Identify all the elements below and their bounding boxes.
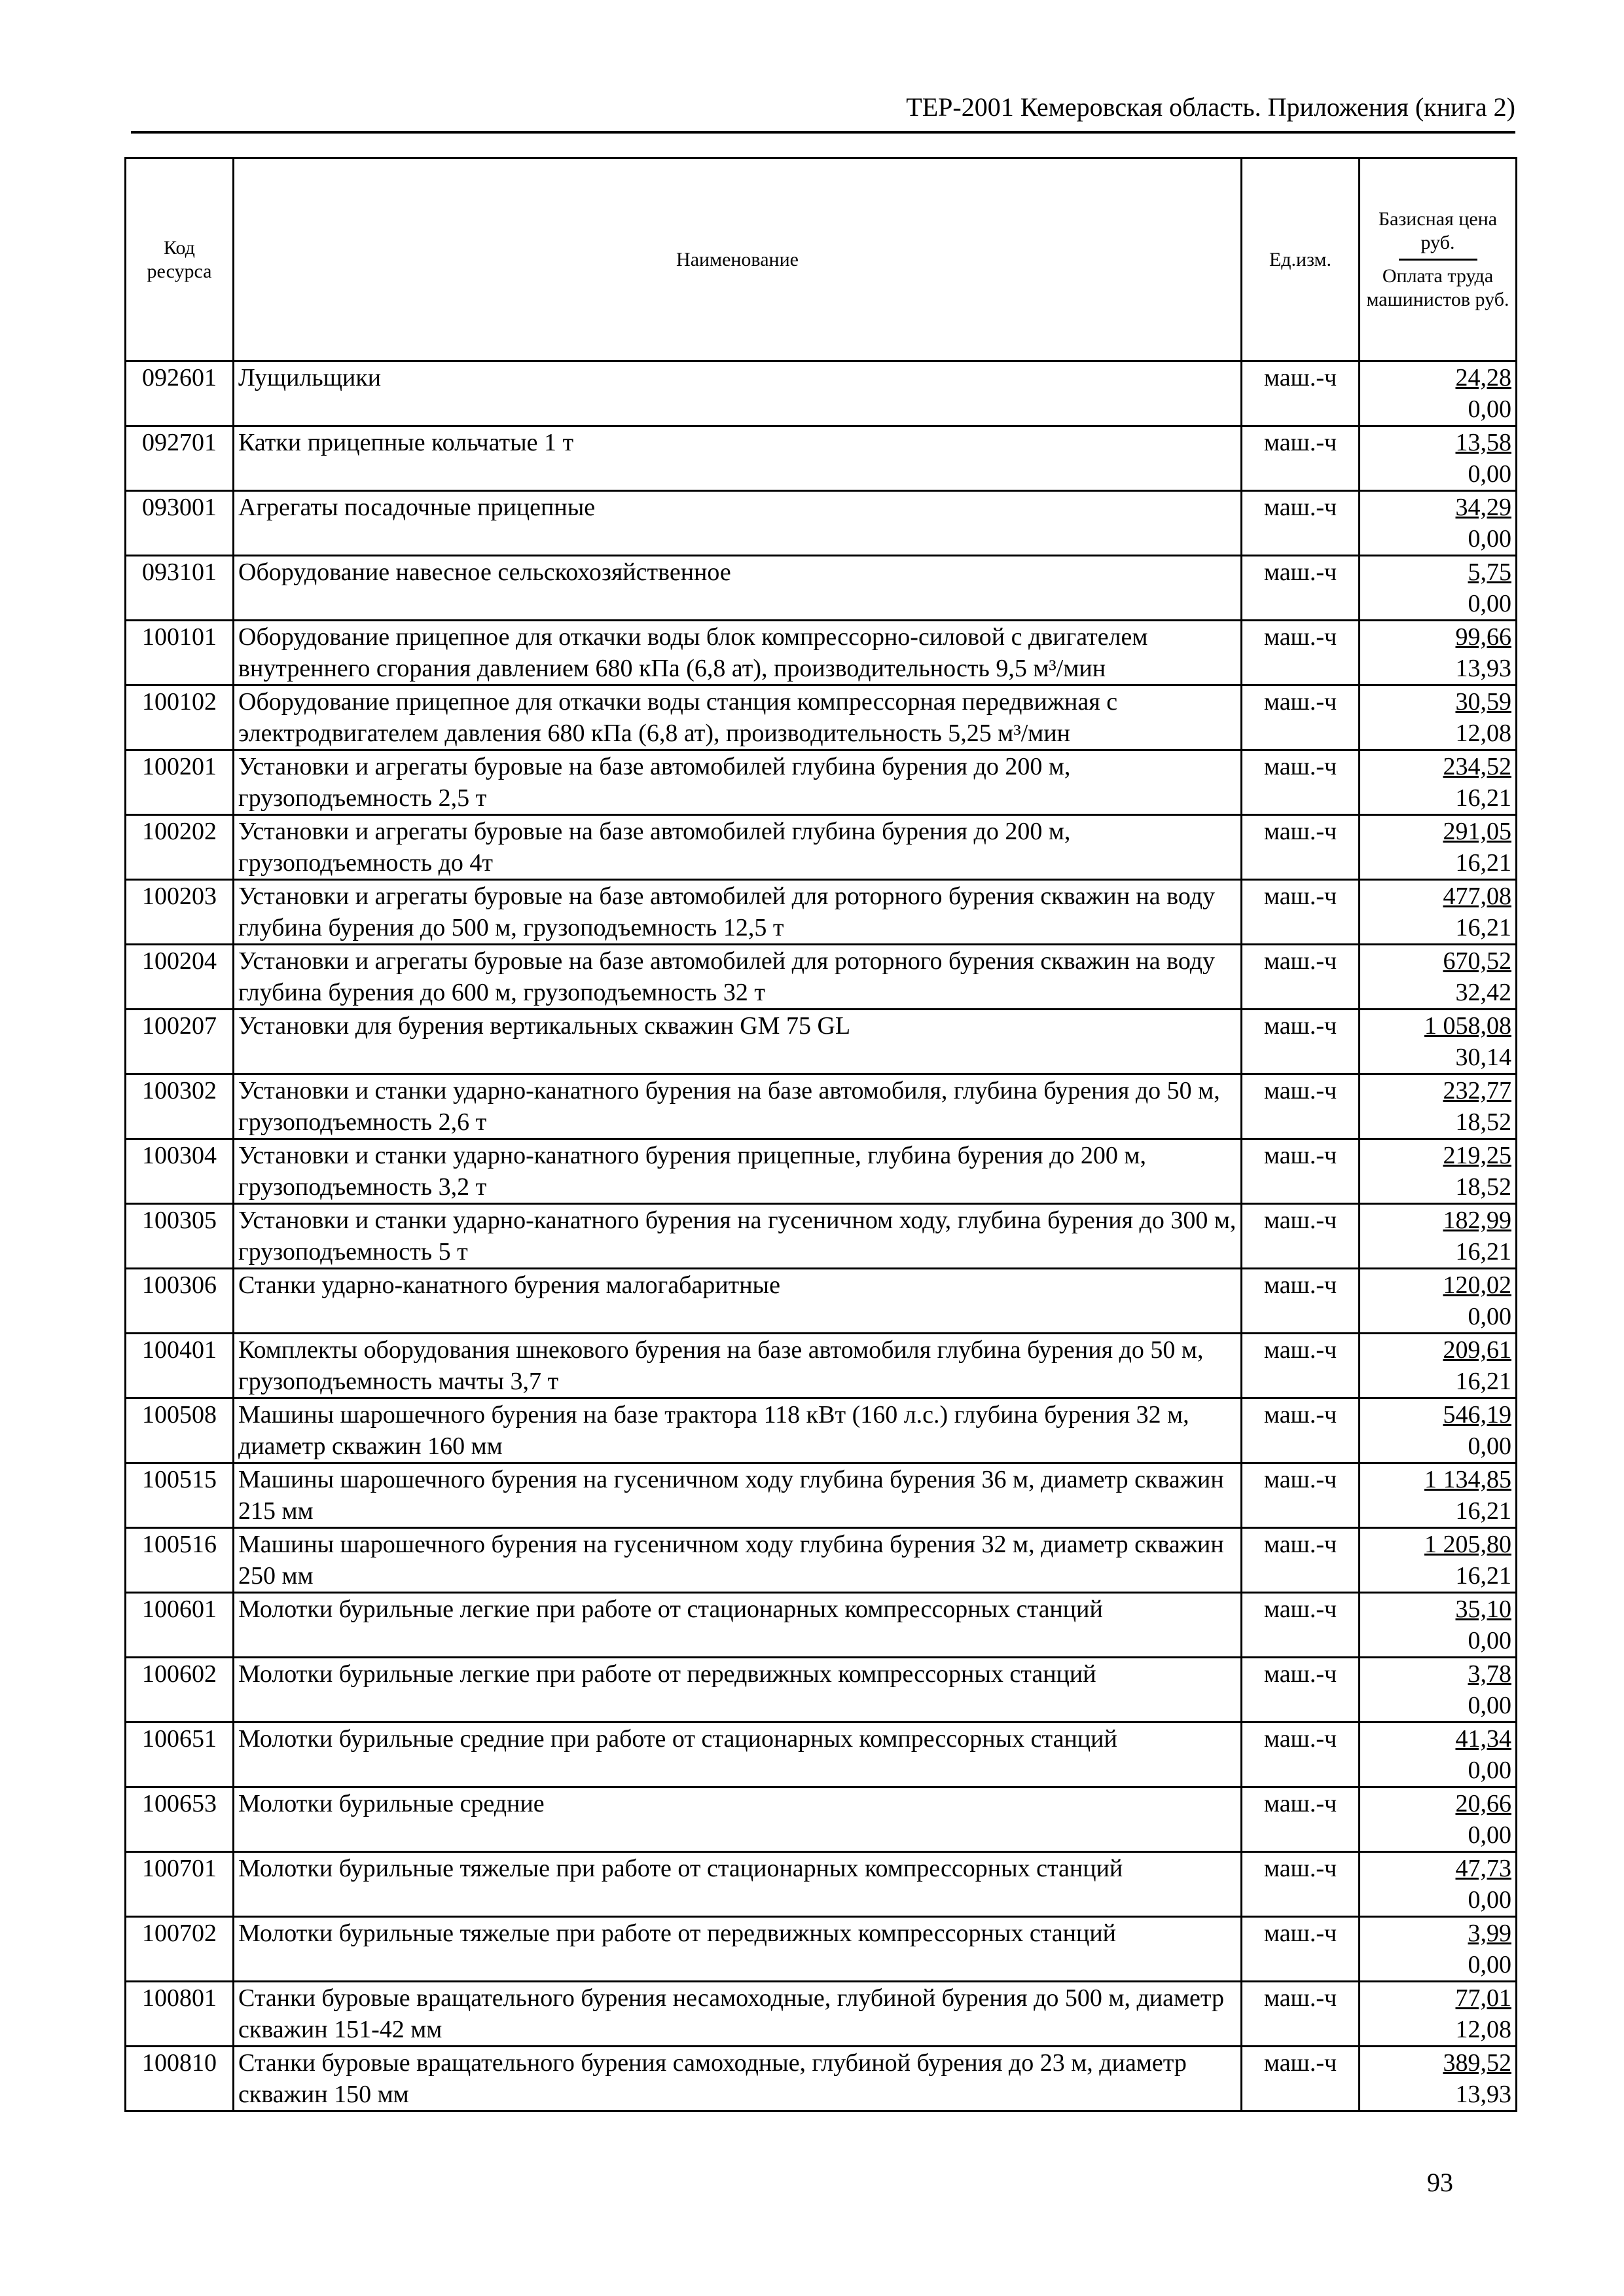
resource-name: Молотки бурильные легкие при работе от передвижных компрессорных станций: [234, 1658, 1242, 1722]
resource-code: 100401: [126, 1334, 234, 1398]
resource-name: Установки и станки ударно-канатного бурения прицепные, глубина бурения до 200 м, грузоподъемность 3,2 т: [234, 1139, 1242, 1204]
price-cell: [1360, 1398, 1517, 1463]
resource-code: 100203: [126, 880, 234, 945]
resource-code: 100304: [126, 1139, 234, 1204]
resource-code: 093101: [126, 556, 234, 621]
table-row: [126, 1074, 1517, 1139]
unit-of-measure: маш.-ч: [1242, 1398, 1360, 1463]
resource-code: 092601: [126, 361, 234, 426]
price-cell: [1360, 1852, 1517, 1917]
resource-code: 100515: [126, 1463, 234, 1528]
page-number: 93: [1427, 2168, 1453, 2197]
resource-code: 092701: [126, 426, 234, 491]
operator-labor-cost: 12,08: [1455, 720, 1511, 747]
unit-of-measure: маш.-ч: [1242, 1074, 1360, 1139]
price-cell: [1360, 556, 1517, 621]
resource-name: Установки для бурения вертикальных скважин GM 75 GL: [234, 1010, 1242, 1074]
operator-labor-cost: 0,00: [1468, 1757, 1511, 1784]
operator-labor-cost: 16,21: [1455, 1562, 1511, 1590]
price-cell: [1360, 426, 1517, 491]
resource-name: Молотки бурильные тяжелые при работе от стационарных компрессорных станций: [234, 1852, 1242, 1917]
price-cell: [1360, 1658, 1517, 1722]
unit-of-measure: маш.-ч: [1242, 685, 1360, 750]
operator-labor-cost: 30,14: [1455, 1044, 1511, 1071]
resource-code: 100207: [126, 1010, 234, 1074]
base-price: 34,29: [1455, 494, 1511, 521]
base-price: 35,10: [1455, 1595, 1511, 1623]
unit-of-measure: маш.-ч: [1242, 1204, 1360, 1269]
resource-code: 100102: [126, 685, 234, 750]
base-price: 1 205,80: [1424, 1531, 1511, 1558]
resource-name: Оборудование навесное сельскохозяйственное: [234, 556, 1242, 621]
base-price: 120,02: [1443, 1271, 1511, 1299]
unit-of-measure: маш.-ч: [1242, 1334, 1360, 1398]
unit-of-measure: маш.-ч: [1242, 1528, 1360, 1593]
price-cell: [1360, 1593, 1517, 1658]
resource-name: Катки прицепные кольчатые 1 т: [234, 426, 1242, 491]
resource-name: Станки буровые вращательного бурения самоходные, глубиной бурения до 23 м, диаметр скважин 150 мм: [234, 2047, 1242, 2111]
operator-labor-cost: 0,00: [1468, 1951, 1511, 1978]
operator-labor-cost: 0,00: [1468, 460, 1511, 488]
table-row: [126, 1852, 1517, 1917]
base-price: 670,52: [1443, 947, 1511, 975]
price-cell: [1360, 491, 1517, 556]
unit-of-measure: маш.-ч: [1242, 1010, 1360, 1074]
base-price: 291,05: [1443, 818, 1511, 845]
unit-of-measure: маш.-ч: [1242, 1787, 1360, 1852]
base-price: 20,66: [1455, 1790, 1511, 1817]
unit-of-measure: маш.-ч: [1242, 1722, 1360, 1787]
unit-of-measure: маш.-ч: [1242, 1139, 1360, 1204]
unit-of-measure: маш.-ч: [1242, 1269, 1360, 1334]
table-row: [126, 815, 1517, 880]
resource-name: Станки буровые вращательного бурения несамоходные, глубиной бурения до 500 м, диаметр скважин 151-42 мм: [234, 1982, 1242, 2047]
page-header: ТЕР-2001 Кемеровская область. Приложения (книга 2): [906, 92, 1515, 122]
operator-labor-cost: 16,21: [1455, 914, 1511, 941]
base-price: 477,08: [1443, 883, 1511, 910]
resource-name: Установки и станки ударно-канатного бурения на гусеничном ходу, глубина бурения до 300 м, грузоподъемность 5 т: [234, 1204, 1242, 1269]
resource-name: Установки и агрегаты буровые на базе автомобилей для роторного бурения скважин на воду глубина бурения до 600 м, грузоподъемность 32 т: [234, 945, 1242, 1010]
table-row: [126, 1787, 1517, 1852]
table-header-row: [126, 158, 1517, 361]
resource-name: Машины шарошечного бурения на гусеничном ходу глубина бурения 32 м, диаметр скважин 250 мм: [234, 1528, 1242, 1593]
table-row: [126, 1982, 1517, 2047]
base-price: 546,19: [1443, 1401, 1511, 1429]
table-row: [126, 1722, 1517, 1787]
base-price: 182,99: [1443, 1207, 1511, 1234]
base-price: 1 058,08: [1424, 1012, 1511, 1040]
resource-name: Комплекты оборудования шнекового бурения на базе автомобиля глубина бурения до 50 м, грузоподъемность мачты 3,7 т: [234, 1334, 1242, 1398]
operator-labor-cost: 0,00: [1468, 1886, 1511, 1914]
operator-labor-cost: 13,93: [1455, 2081, 1511, 2108]
column-header-name: Наименование: [234, 158, 1242, 361]
base-price: 47,73: [1455, 1855, 1511, 1882]
resource-name: Установки и агрегаты буровые на базе автомобилей для роторного бурения скважин на воду глубина бурения до 500 м, грузоподъемность 12,5 т: [234, 880, 1242, 945]
base-price: 234,52: [1443, 753, 1511, 780]
unit-of-measure: маш.-ч: [1242, 1852, 1360, 1917]
header-rule: [131, 131, 1515, 134]
resource-table: [124, 157, 1517, 2112]
operator-labor-cost: 0,00: [1468, 1692, 1511, 1719]
table-row: [126, 621, 1517, 685]
operator-labor-cost: 16,21: [1455, 1368, 1511, 1395]
operator-labor-cost: 12,08: [1455, 2016, 1511, 2043]
resource-code: 100101: [126, 621, 234, 685]
price-cell: [1360, 750, 1517, 815]
unit-of-measure: маш.-ч: [1242, 621, 1360, 685]
resource-code: 100801: [126, 1982, 234, 2047]
price-cell: [1360, 1139, 1517, 1204]
resource-name: Агрегаты посадочные прицепные: [234, 491, 1242, 556]
operator-labor-cost: 0,00: [1468, 1627, 1511, 1654]
unit-of-measure: маш.-ч: [1242, 750, 1360, 815]
unit-of-measure: маш.-ч: [1242, 491, 1360, 556]
resource-code: 100810: [126, 2047, 234, 2111]
operator-labor-cost: 18,52: [1455, 1173, 1511, 1201]
resource-name: Молотки бурильные средние при работе от стационарных компрессорных станций: [234, 1722, 1242, 1787]
base-price: 41,34: [1455, 1725, 1511, 1753]
resource-code: 100302: [126, 1074, 234, 1139]
resource-code: 100653: [126, 1787, 234, 1852]
resource-code: 100305: [126, 1204, 234, 1269]
price-cell: [1360, 685, 1517, 750]
unit-of-measure: маш.-ч: [1242, 556, 1360, 621]
price-cell: [1360, 621, 1517, 685]
base-price: 13,58: [1455, 429, 1511, 456]
operator-labor-cost: 16,21: [1455, 1497, 1511, 1525]
base-price: 77,01: [1455, 1984, 1511, 2012]
operator-labor-cost: 13,93: [1455, 655, 1511, 682]
base-price: 99,66: [1455, 623, 1511, 651]
resource-code: 100602: [126, 1658, 234, 1722]
base-price: 1 134,85: [1424, 1466, 1511, 1493]
table-row: [126, 945, 1517, 1010]
price-cell: [1360, 1269, 1517, 1334]
resource-code: 100204: [126, 945, 234, 1010]
table-row: [126, 1139, 1517, 1204]
price-cell: [1360, 1528, 1517, 1593]
operator-labor-cost: 18,52: [1455, 1108, 1511, 1136]
table-row: [126, 1917, 1517, 1982]
table-row: [126, 361, 1517, 426]
unit-of-measure: маш.-ч: [1242, 1658, 1360, 1722]
unit-of-measure: маш.-ч: [1242, 1982, 1360, 2047]
table-row: [126, 2047, 1517, 2111]
resource-code: 100201: [126, 750, 234, 815]
resource-code: 100306: [126, 1269, 234, 1334]
base-price: 3,78: [1468, 1660, 1511, 1688]
resource-name: Установки и агрегаты буровые на базе автомобилей глубина бурения до 200 м, грузоподъемность 2,5 т: [234, 750, 1242, 815]
table-row: [126, 1010, 1517, 1074]
table-row: [126, 1269, 1517, 1334]
resource-name: Станки ударно-канатного бурения малогабаритные: [234, 1269, 1242, 1334]
operator-labor-cost: 0,00: [1468, 1821, 1511, 1849]
operator-labor-cost: 0,00: [1468, 395, 1511, 423]
table-row: [126, 426, 1517, 491]
table-row: [126, 685, 1517, 750]
operator-labor-cost: 0,00: [1468, 1303, 1511, 1330]
operator-labor-cost: 16,21: [1455, 784, 1511, 812]
base-price: 3,99: [1468, 1920, 1511, 1947]
price-cell: [1360, 2047, 1517, 2111]
table-row: [126, 491, 1517, 556]
table-row: [126, 880, 1517, 945]
price-cell: [1360, 880, 1517, 945]
price-cell: [1360, 1463, 1517, 1528]
unit-of-measure: маш.-ч: [1242, 2047, 1360, 2111]
base-price: 24,28: [1455, 364, 1511, 392]
price-cell: [1360, 361, 1517, 426]
column-header-price-top: Базисная цена руб.: [1378, 208, 1498, 253]
price-cell: [1360, 1722, 1517, 1787]
operator-labor-cost: 16,21: [1455, 849, 1511, 877]
column-header-unit: Ед.изм.: [1242, 158, 1360, 361]
price-cell: [1360, 1010, 1517, 1074]
resource-name: Молотки бурильные легкие при работе от стационарных компрессорных станций: [234, 1593, 1242, 1658]
price-cell: [1360, 1917, 1517, 1982]
table-row: [126, 1463, 1517, 1528]
unit-of-measure: маш.-ч: [1242, 945, 1360, 1010]
base-price: 30,59: [1455, 688, 1511, 716]
column-header-code: Код ресурса: [126, 158, 234, 361]
table-row: [126, 1398, 1517, 1463]
table-row: [126, 1658, 1517, 1722]
price-cell: [1360, 1982, 1517, 2047]
base-price: 5,75: [1468, 558, 1511, 586]
unit-of-measure: маш.-ч: [1242, 815, 1360, 880]
resource-code: 100508: [126, 1398, 234, 1463]
price-cell: [1360, 1334, 1517, 1398]
unit-of-measure: маш.-ч: [1242, 1917, 1360, 1982]
resource-name: Установки и станки ударно-канатного бурения на базе автомобиля, глубина бурения до 50 м, грузоподъемность 2,6 т: [234, 1074, 1242, 1139]
unit-of-measure: маш.-ч: [1242, 426, 1360, 491]
resource-code: 100651: [126, 1722, 234, 1787]
table-row: [126, 1593, 1517, 1658]
resource-name: Оборудование прицепное для откачки воды блок компрессорно-силовой с двигателем внутреннего сгорания давлением 680 кПа (6,8 ат), производительность 9,5 м³/мин: [234, 621, 1242, 685]
base-price: 232,77: [1443, 1077, 1511, 1104]
resource-name: Машины шарошечного бурения на гусеничном ходу глубина бурения 36 м, диаметр скважин 215 мм: [234, 1463, 1242, 1528]
price-cell: [1360, 1204, 1517, 1269]
operator-labor-cost: 16,21: [1455, 1238, 1511, 1266]
operator-labor-cost: 0,00: [1468, 590, 1511, 617]
resource-name: Лущильщики: [234, 361, 1242, 426]
resource-code: 100702: [126, 1917, 234, 1982]
unit-of-measure: маш.-ч: [1242, 1593, 1360, 1658]
resource-name: Машины шарошечного бурения на базе трактора 118 кВт (160 л.с.) глубина бурения 32 м, диаметр скважин 160 мм: [234, 1398, 1242, 1463]
resource-code: 100701: [126, 1852, 234, 1917]
table-row: [126, 750, 1517, 815]
column-header-divider: [1399, 259, 1477, 261]
operator-labor-cost: 32,42: [1455, 979, 1511, 1006]
base-price: 389,52: [1443, 2049, 1511, 2077]
table-body: [126, 361, 1517, 2111]
resource-name: Оборудование прицепное для откачки воды станция компрессорная передвижная с электродвигателем давления 680 кПа (6,8 ат), производительность 5,25 м³/мин: [234, 685, 1242, 750]
base-price: 209,61: [1443, 1336, 1511, 1364]
resource-code: 100516: [126, 1528, 234, 1593]
unit-of-measure: маш.-ч: [1242, 361, 1360, 426]
table-row: [126, 556, 1517, 621]
price-cell: [1360, 815, 1517, 880]
unit-of-measure: маш.-ч: [1242, 1463, 1360, 1528]
resource-code: 100601: [126, 1593, 234, 1658]
column-header-price: [1360, 158, 1517, 361]
operator-labor-cost: 0,00: [1468, 1432, 1511, 1460]
column-header-price-bottom: Оплата труда машинистов руб.: [1366, 265, 1509, 310]
table-row: [126, 1334, 1517, 1398]
operator-labor-cost: 0,00: [1468, 525, 1511, 553]
resource-name: Молотки бурильные тяжелые при работе от передвижных компрессорных станций: [234, 1917, 1242, 1982]
price-cell: [1360, 1074, 1517, 1139]
table-row: [126, 1528, 1517, 1593]
price-cell: [1360, 1787, 1517, 1852]
resource-code: 093001: [126, 491, 234, 556]
resource-name: Молотки бурильные средние: [234, 1787, 1242, 1852]
price-cell: [1360, 945, 1517, 1010]
base-price: 219,25: [1443, 1142, 1511, 1169]
unit-of-measure: маш.-ч: [1242, 880, 1360, 945]
resource-name: Установки и агрегаты буровые на базе автомобилей глубина бурения до 200 м, грузоподъемность до 4т: [234, 815, 1242, 880]
table-row: [126, 1204, 1517, 1269]
resource-code: 100202: [126, 815, 234, 880]
